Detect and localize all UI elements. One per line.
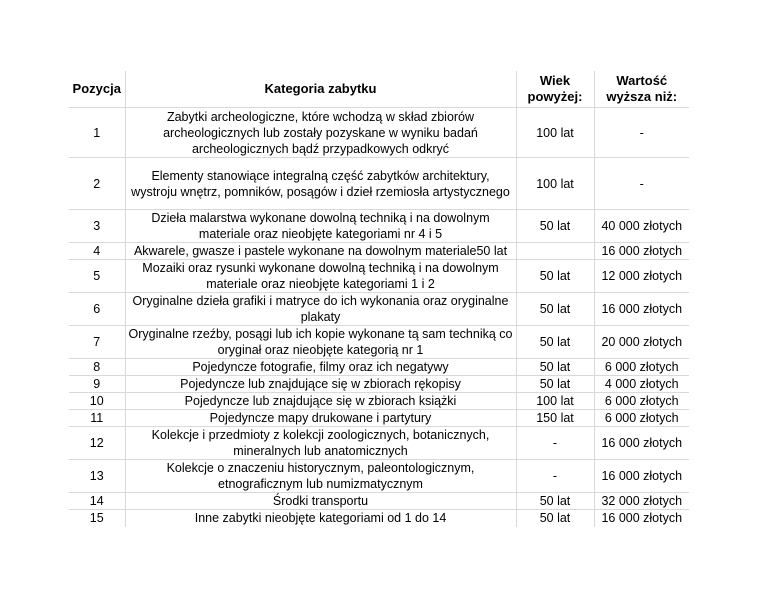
row-position: 9: [69, 376, 125, 393]
row-age: 50 lat: [516, 260, 594, 293]
row-category: Pojedyncze lub znajdujące się w zbiorach rękopisy: [125, 376, 516, 393]
row-value: 6 000 złotych: [594, 393, 689, 410]
row-age: 50 lat: [516, 510, 594, 527]
header-row: [69, 71, 689, 108]
row-value: -: [594, 108, 689, 158]
table-row: [69, 260, 689, 293]
row-position: 10: [69, 393, 125, 410]
row-age: -: [516, 460, 594, 493]
heritage-categories-table: [69, 71, 689, 527]
row-age: 50 lat: [516, 326, 594, 359]
header-age: Wiek powyżej:: [516, 71, 594, 108]
row-age: 50 lat: [516, 359, 594, 376]
row-category: Środki transportu: [125, 493, 516, 510]
row-value: 16 000 złotych: [594, 460, 689, 493]
table-row: [69, 293, 689, 326]
table-row: [69, 460, 689, 493]
row-position: 5: [69, 260, 125, 293]
row-category: Kolekcje o znaczeniu historycznym, paleontologicznym, etnograficznym lub numizmatycznym: [125, 460, 516, 493]
row-value: 6 000 złotych: [594, 359, 689, 376]
header-position: Pozycja: [72, 81, 121, 96]
table-row: [69, 326, 689, 359]
row-position: 4: [69, 243, 125, 260]
row-category: Pojedyncze fotografie, filmy oraz ich negatywy: [125, 359, 516, 376]
header-category: Kategoria zabytku: [125, 71, 516, 108]
row-age: 50 lat: [516, 210, 594, 243]
row-age: 50 lat: [516, 376, 594, 393]
row-position: 6: [69, 293, 125, 326]
row-value: 20 000 złotych: [594, 326, 689, 359]
row-category: Pojedyncze lub znajdujące się w zbiorach książki: [125, 393, 516, 410]
row-category: Elementy stanowiące integralną część zabytków architektury, wystroju wnętrz, pomników, posągów i dzieł rzemiosła artystycznego: [125, 158, 516, 210]
row-position: 8: [69, 359, 125, 376]
row-age: [516, 243, 594, 260]
row-category: Oryginalne dzieła grafiki i matryce do ich wykonania oraz oryginalne plakaty: [125, 293, 516, 326]
row-value: 40 000 złotych: [594, 210, 689, 243]
row-position: 11: [69, 410, 125, 427]
table-row: [69, 427, 689, 460]
row-position: 15: [69, 510, 125, 527]
table-row: [69, 510, 689, 527]
table-row: [69, 158, 689, 210]
row-category: Pojedyncze mapy drukowane i partytury: [125, 410, 516, 427]
row-age: 150 lat: [516, 410, 594, 427]
row-value: 12 000 złotych: [594, 260, 689, 293]
row-category: Mozaiki oraz rysunki wykonane dowolną techniką i na dowolnym materiale oraz nieobjęte kategoriami 1 i 2: [125, 260, 516, 293]
row-value: 32 000 złotych: [594, 493, 689, 510]
row-position: 1: [69, 108, 125, 158]
row-position: 3: [69, 210, 125, 243]
table-row: [69, 376, 689, 393]
row-value: -: [594, 158, 689, 210]
table-row: [69, 410, 689, 427]
row-category: Inne zabytki nieobjęte kategoriami od 1 do 14: [125, 510, 516, 527]
table-row: [69, 359, 689, 376]
table-row: [69, 243, 689, 260]
row-value: 6 000 złotych: [594, 410, 689, 427]
row-value: 16 000 złotych: [594, 243, 689, 260]
row-value: 16 000 złotych: [594, 510, 689, 527]
row-age: 100 lat: [516, 158, 594, 210]
row-position: 7: [69, 326, 125, 359]
row-age: 50 lat: [516, 293, 594, 326]
header-value: Wartość wyższa niż:: [594, 71, 689, 108]
row-position: 14: [69, 493, 125, 510]
row-value: 16 000 złotych: [594, 293, 689, 326]
row-age: 100 lat: [516, 393, 594, 410]
row-age: 50 lat: [516, 493, 594, 510]
row-value: 16 000 złotych: [594, 427, 689, 460]
row-position: 12: [69, 427, 125, 460]
row-position: 2: [69, 158, 125, 210]
row-category: Kolekcje i przedmioty z kolekcji zoologicznych, botanicznych, mineralnych lub anatomicznych: [125, 427, 516, 460]
table-row: [69, 493, 689, 510]
row-category: Zabytki archeologiczne, które wchodzą w skład zbiorów archeologicznych lub zostały pozyskane w wyniku badań archeologicznych bądź przypadkowych odkryć: [125, 108, 516, 158]
row-category: Akwarele, gwasze i pastele wykonane na dowolnym materiale50 lat: [125, 243, 516, 260]
row-category: Dzieła malarstwa wykonane dowolną techniką i na dowolnym materiale oraz nieobjęte kategoriami nr 4 i 5: [125, 210, 516, 243]
row-value: 4 000 złotych: [594, 376, 689, 393]
row-age: 100 lat: [516, 108, 594, 158]
row-position: 13: [69, 460, 125, 493]
table-row: [69, 108, 689, 158]
row-age: -: [516, 427, 594, 460]
table-row: [69, 393, 689, 410]
row-category: Oryginalne rzeźby, posągi lub ich kopie wykonane tą sam techniką co oryginał oraz nieobjęte kategorią nr 1: [125, 326, 516, 359]
table-row: [69, 210, 689, 243]
